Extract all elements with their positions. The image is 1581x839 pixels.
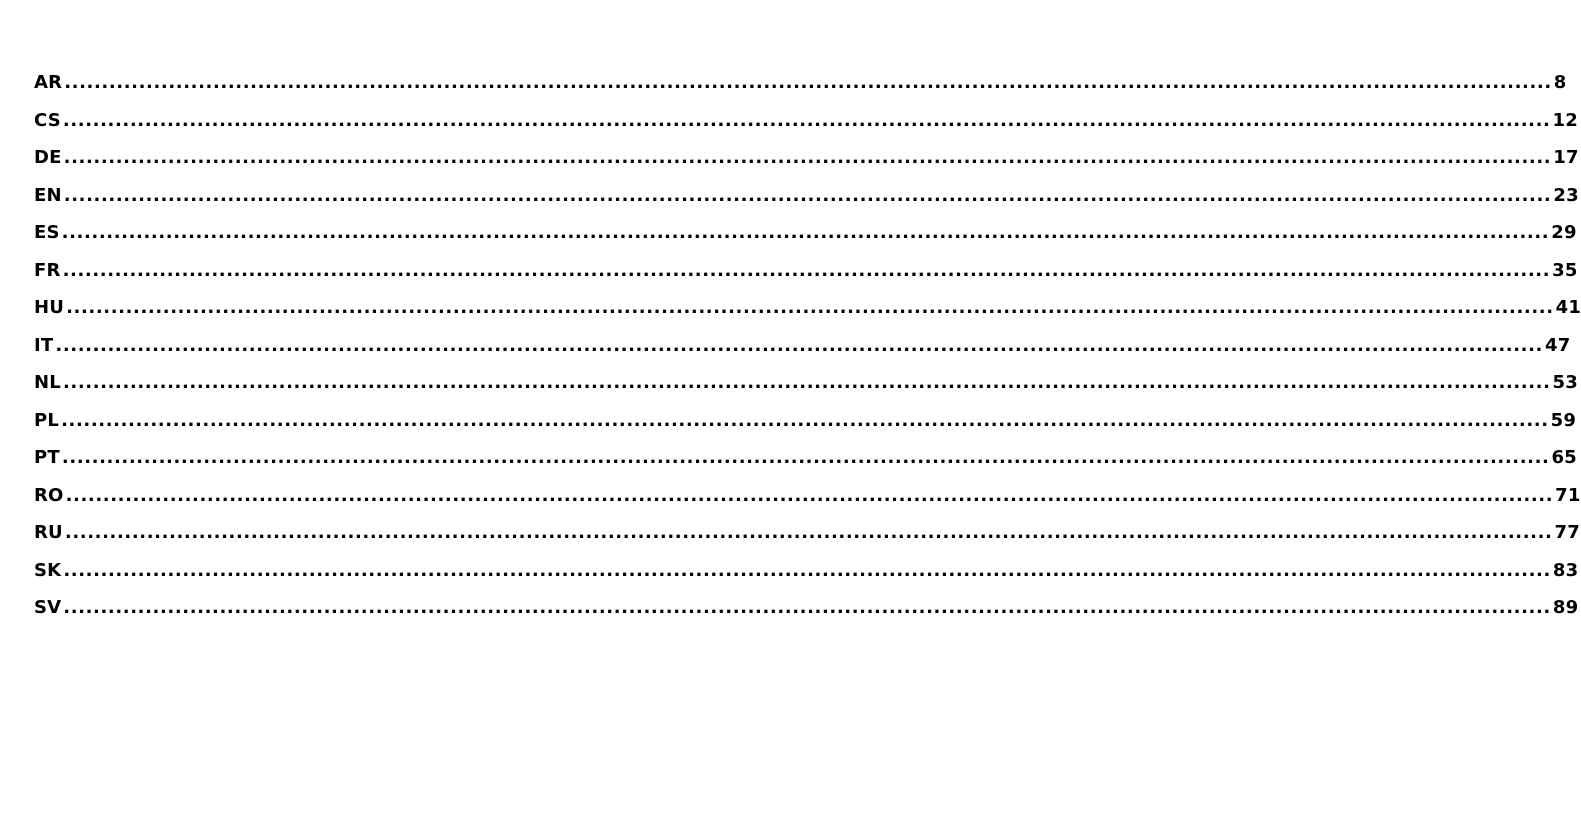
toc-entry-page: 41	[1555, 297, 1581, 318]
dot-leader: ........................................................................................................................................................................................................	[62, 372, 1551, 393]
toc-entry-pt[interactable]	[34, 444, 1577, 482]
toc-entry-code: ES	[34, 222, 60, 243]
dot-leader: ........................................................................................................................................................................................................	[64, 522, 1553, 543]
dot-leader: ........................................................................................................................................................................................................	[55, 334, 1543, 356]
toc-entry-page: 47	[1544, 334, 1571, 356]
toc-entry-sk[interactable]	[34, 557, 1579, 595]
dot-leader: ........................................................................................................................................................................................................	[65, 484, 1554, 506]
dot-leader: ........................................................................................................................................................................................................	[61, 409, 1549, 431]
toc-entry-page: 83	[1552, 559, 1579, 581]
toc-entry-code: PL	[34, 409, 60, 431]
toc-entry-ru[interactable]	[34, 519, 1580, 557]
toc-entry-code: RO	[34, 484, 64, 506]
dot-leader: ........................................................................................................................................................................................................	[63, 597, 1551, 618]
toc-entry-fr[interactable]	[34, 257, 1578, 295]
toc-entry-code: NL	[34, 372, 61, 393]
toc-entry-es[interactable]	[34, 219, 1577, 257]
toc-entry-page: 71	[1555, 484, 1581, 506]
toc-entry-code: IT	[34, 334, 54, 356]
dot-leader: ........................................................................................................................................................................................................	[63, 559, 1551, 581]
table-of-contents	[34, 69, 1581, 632]
toc-entry-cs[interactable]	[34, 107, 1578, 145]
toc-entry-page: 59	[1550, 409, 1577, 431]
toc-entry-page: 17	[1553, 147, 1579, 168]
toc-entry-page: 53	[1552, 372, 1578, 393]
dot-leader: ........................................................................................................................................................................................................	[62, 259, 1551, 281]
toc-entry-code: DE	[34, 147, 62, 168]
toc-entry-code: CS	[34, 109, 61, 131]
toc-entry-de[interactable]	[34, 144, 1579, 182]
toc-entry-code: RU	[34, 522, 63, 543]
toc-entry-page: 77	[1554, 522, 1580, 543]
toc-entry-en[interactable]	[34, 182, 1579, 220]
toc-entry-code: SK	[34, 559, 62, 581]
dot-leader: ........................................................................................................................................................................................................	[61, 222, 1550, 243]
toc-entry-page: 65	[1551, 447, 1577, 468]
toc-entry-code: AR	[34, 72, 63, 93]
toc-entry-page: 12	[1552, 109, 1578, 131]
toc-entry-page: 89	[1552, 597, 1579, 618]
dot-leader: ........................................................................................................................................................................................................	[64, 72, 1552, 93]
dot-leader: ........................................................................................................................................................................................................	[61, 447, 1550, 468]
toc-entry-it[interactable]	[34, 332, 1571, 370]
toc-entry-nl[interactable]	[34, 369, 1578, 407]
toc-entry-page: 23	[1553, 184, 1579, 206]
toc-entry-pl[interactable]	[34, 407, 1577, 445]
toc-entry-code: FR	[34, 259, 61, 281]
toc-entry-code: EN	[34, 184, 62, 206]
toc-entry-code: HU	[34, 297, 65, 318]
toc-entry-hu[interactable]	[34, 294, 1581, 332]
toc-entry-page: 8	[1553, 72, 1567, 93]
toc-entry-ar[interactable]	[34, 69, 1567, 107]
toc-entry-code: SV	[34, 597, 62, 618]
dot-leader: ........................................................................................................................................................................................................	[66, 297, 1554, 318]
dot-leader: ........................................................................................................................................................................................................	[63, 184, 1552, 206]
toc-entry-ro[interactable]	[34, 482, 1581, 520]
toc-entry-page: 29	[1551, 222, 1577, 243]
dot-leader: ........................................................................................................................................................................................................	[62, 109, 1551, 131]
toc-entry-page: 35	[1552, 259, 1578, 281]
toc-entry-sv[interactable]	[34, 594, 1579, 632]
dot-leader: ........................................................................................................................................................................................................	[63, 147, 1552, 168]
toc-entry-code: PT	[34, 447, 60, 468]
